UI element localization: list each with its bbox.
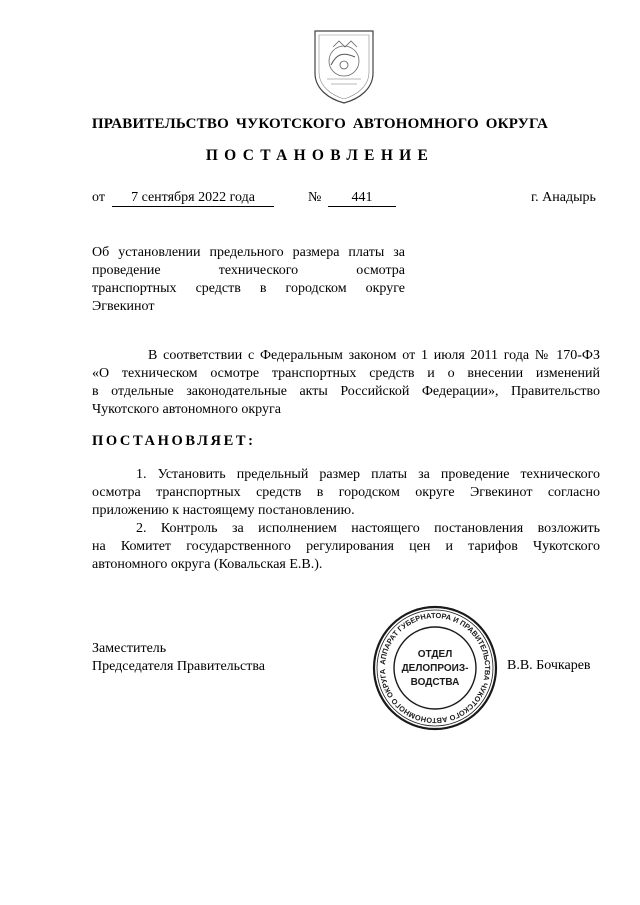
number-prefix: № [308,190,322,205]
stamp-ring-path: АППАРАТ ГУБЕРНАТОРА И ПРАВИТЕЛЬСТВА ЧУКОТСКОГО АВТОНОМНОГО ОКРУГА [377,610,493,726]
decree-word: ПОСТАНОВЛЯЕТ: [92,433,256,449]
document-type-title: ПОСТАНОВЛЕНИЕ [205,147,435,164]
preamble-line: Чукотского автономного округа [92,402,281,417]
signature-position [92,640,265,676]
document-date: 7 сентября 2022 года [112,190,274,207]
office-stamp [372,605,498,731]
item-line: приложению к настоящему постановлению. [92,503,355,518]
subject-line: транспортных средств в городском округе [92,281,405,296]
coat-of-arms-emblem [309,27,379,105]
item-line: 1. Установить предельный размер платы за проведение технического [136,467,600,482]
position-line: Заместитель [92,641,167,656]
preamble-line: «О техническом осмотре транспортных средств и о внесении изменений [92,366,600,381]
preamble-line: в отдельные законодательные акты Российской Федерации», Правительство [92,384,600,399]
date-prefix: от [92,190,105,205]
document-number: 441 [328,190,396,207]
subject-line: проведение технического осмотра [92,263,405,278]
chukotka-coat-of-arms-icon [309,27,379,105]
document-place: г. Анадырь [531,190,596,205]
government-title: ПРАВИТЕЛЬСТВО ЧУКОТСКОГО АВТОНОМНОГО ОКРУГА [91,116,549,132]
position-line: Председателя Правительства [92,659,266,674]
decree-item-2 [92,520,600,574]
stamp-center-line: ВОДСТВА [410,677,460,688]
item-line: автономного округа (Ковальская Е.В.). [92,557,323,572]
stamp-seal [372,605,498,731]
stamp-center-line: ДЕЛОПРОИЗ- [401,663,469,674]
item-line: 2. Контроль за исполнением настоящего постановления возложить [136,521,600,536]
item-line: осмотра транспортных средств в городском округе Эгвекинот согласно [92,485,600,500]
subject-line: Эгвекинот [92,299,155,314]
stamp-center-line: ОТДЕЛ [417,649,453,660]
preamble [92,347,600,419]
signer-name: В.В. Бочкарев [507,658,591,673]
preamble-line: В соответствии с Федеральным законом от 1 июля 2011 года № 170-ФЗ [148,348,600,363]
item-line: на Комитет государственного регулирования цен и тарифов Чукотского [92,539,600,554]
document-subject [92,244,405,316]
decree-item-1 [92,466,600,520]
subject-line: Об установлении предельного размера платы за [92,245,405,260]
